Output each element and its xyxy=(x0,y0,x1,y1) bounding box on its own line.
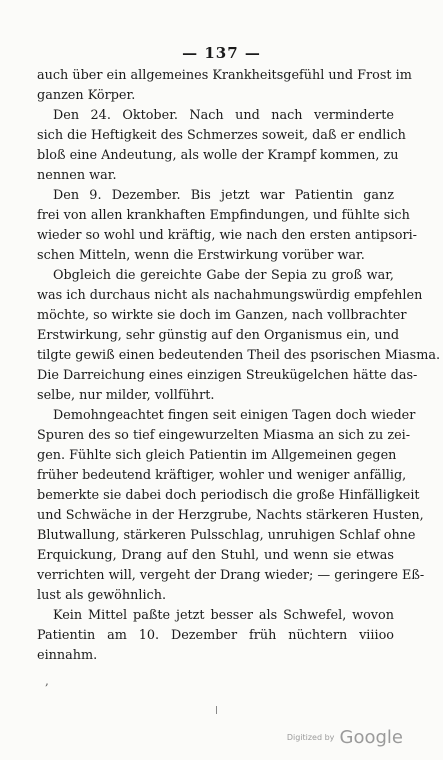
page-body xyxy=(37,66,441,666)
text-line: Erquickung, Drang auf den Stuhl, und wenn sie etwas xyxy=(37,548,394,563)
text-line: frei von allen krankhaften Empfindungen, und fühlte sich xyxy=(37,208,410,223)
footer-tick-mark xyxy=(216,706,217,714)
text-line: Patientin am 10. Dezember früh nüchtern viiioo xyxy=(37,628,394,643)
text-line: sich die Heftigkeit des Schmerzes soweit, daß er endlich xyxy=(37,128,406,143)
text-line: früher bedeutend kräftiger, wohler und weniger anfällig, xyxy=(37,468,407,483)
text-line: nennen war. xyxy=(37,168,117,183)
text-line: bloß eine Andeutung, als wolle der Krampf kommen, zu xyxy=(37,148,399,163)
text-line: auch über ein allgemeines Krankheitsgefühl und Frost im xyxy=(37,68,412,83)
text-line: tilgte gewiß einen bedeutenden Theil des psorischen Miasma. xyxy=(37,348,441,363)
text-line: und Schwäche in der Herzgrube, Nachts stärkeren Husten, xyxy=(37,508,424,523)
text-line: lust als gewöhnlich. xyxy=(37,588,167,603)
watermark-brand: Google xyxy=(339,727,403,748)
text-line: Den 24. Oktober. Nach und nach verminderte xyxy=(53,108,394,123)
text-line: verrichten will, vergeht der Drang wieder; — geringere Eß- xyxy=(37,568,425,583)
text-line: einnahm. xyxy=(37,648,98,663)
text-line: Den 9. Dezember. Bis jetzt war Patientin ganz xyxy=(53,188,394,203)
page-number: — 137 — xyxy=(182,44,261,62)
digitized-watermark xyxy=(287,727,403,748)
text-line: Die Darreichung eines einzigen Streukügelchen hätte das- xyxy=(37,368,418,383)
text-line: möchte, so wirkte sie doch im Ganzen, nach vollbrachter xyxy=(37,308,407,323)
text-line: Obgleich die gereichte Gabe der Sepia zu groß war, xyxy=(53,268,394,283)
watermark-prefix: Digitized by xyxy=(286,733,335,742)
text-line: schen Mitteln, wenn die Erstwirkung vorüber war. xyxy=(37,248,365,263)
text-line: wieder so wohl und kräftig, wie nach den ersten antipsori- xyxy=(37,228,418,243)
text-line: Erstwirkung, sehr günstig auf den Organismus ein, und xyxy=(37,328,400,343)
stray-mark: , xyxy=(45,674,49,688)
text-line: bemerkte sie dabei doch periodisch die große Hinfälligkeit xyxy=(37,488,420,503)
text-line: Demohngeachtet fingen seit einigen Tagen doch wieder xyxy=(53,408,416,423)
text-line: selbe, nur milder, vollführt. xyxy=(37,388,215,403)
text-line: Kein Mittel paßte jetzt besser als Schwefel, wovon xyxy=(53,608,394,623)
text-line: was ich durchaus nicht als nachahmungswürdig empfehlen xyxy=(37,288,423,303)
text-line: Spuren des so tief eingewurzelten Miasma an sich zu zei- xyxy=(37,428,411,443)
text-line: ganzen Körper. xyxy=(37,88,136,103)
text-line: gen. Fühlte sich gleich Patientin im Allgemeinen gegen xyxy=(37,448,397,463)
text-line: Blutwallung, stärkeren Pulsschlag, unruhigen Schlaf ohne xyxy=(37,528,416,543)
